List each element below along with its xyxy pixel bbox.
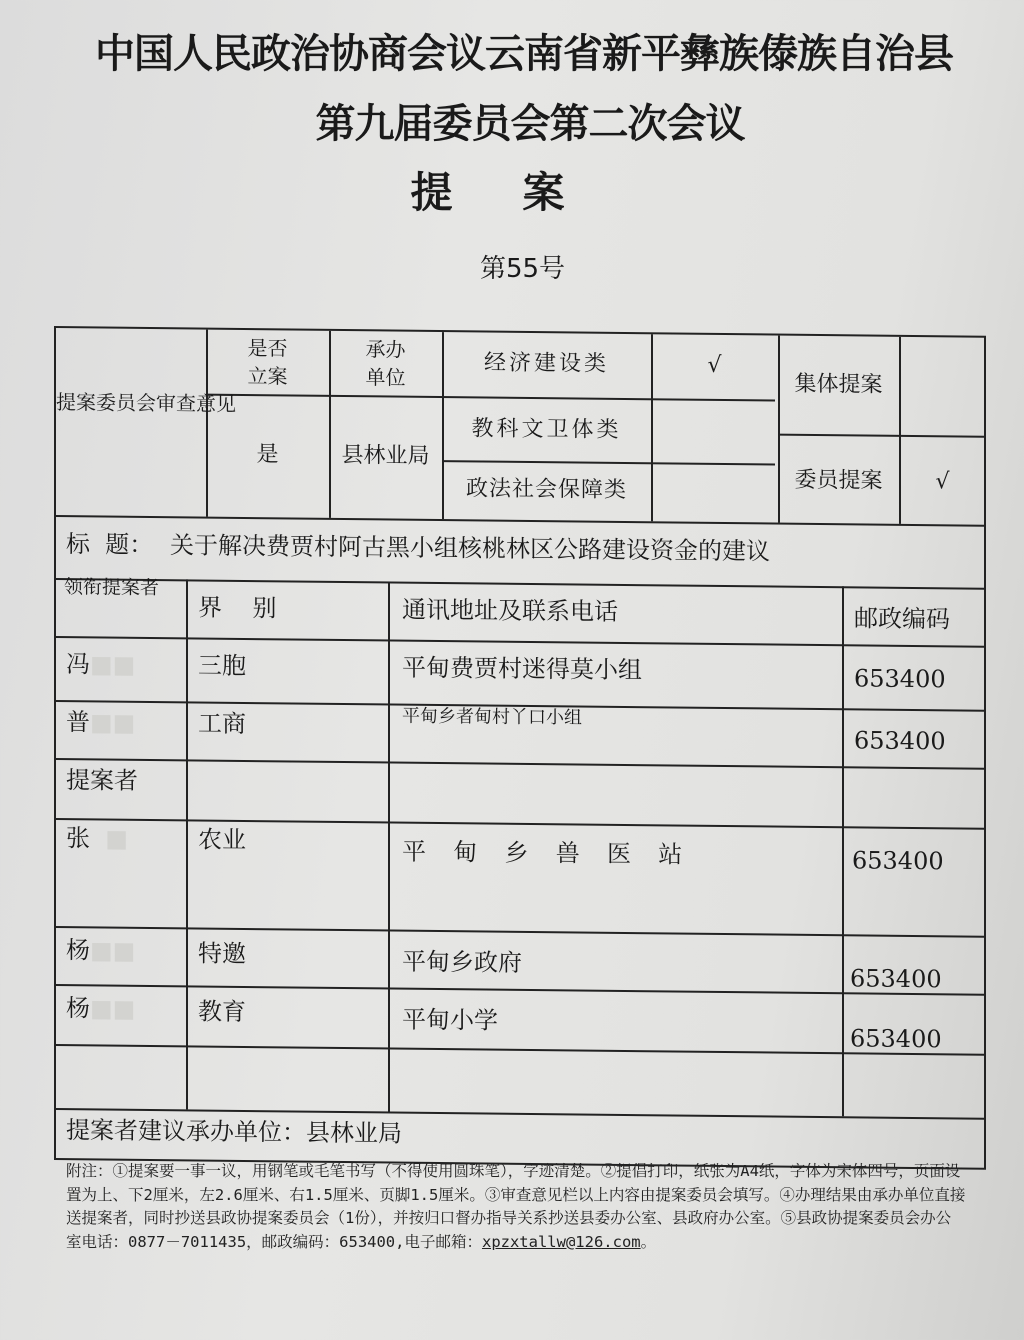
proposer-sector: 工商 (198, 709, 246, 739)
category-economic-check: √ (707, 352, 722, 378)
review-section-label: 提案委员会审查意见 (56, 390, 236, 416)
header-sector: 界 别 (198, 593, 277, 623)
filed-label: 是否立案 (247, 336, 288, 389)
type-member-check: √ (935, 469, 950, 495)
proposer-postcode: 653400 (852, 846, 944, 876)
footnote: 附注：①提案要一事一议，用钢笔或毛笔书写（不得使用圆珠笔），字迹清楚。②提倡打印，纸张为A4纸，字体为宋体四号，页面设置为上、下2厘米，左2.6厘米、右1.5厘米、页脚1.5厘米。③审查意见栏以上内容由提案委员会填写。④办理结果由承办单位直接送提案者，同时抄送县政协提案委员会（1份），并按归口督办指导关系抄送县委办公室、县政府办公室。⑤县政协提案委员会办公室电话：0877－7011435，邮政编码：653400,电子邮箱：xpzxtallw@126.com。 (66, 1162, 966, 1251)
header-lead-proposer: 领衔提案者 (64, 576, 160, 600)
filed-value: 是 (256, 442, 279, 468)
suggested-handler: 提案者建议承办单位：县林业局 (66, 1116, 402, 1148)
proposer-sector: 三胞 (198, 651, 246, 681)
proposer-postcode: 653400 (850, 964, 942, 994)
proposer-sector: 教育 (198, 997, 246, 1027)
co-proposer-label: 提案者 (66, 766, 138, 795)
proposer-postcode: 653400 (854, 664, 946, 694)
category-law: 政法社会保障类 (465, 476, 627, 504)
session-title: 第九届委员会第二次会议 (315, 101, 745, 147)
type-collective-check (899, 371, 986, 372)
proposer-sector: 农业 (198, 825, 246, 855)
handler-value: 县林业局 (341, 443, 430, 469)
proposer-name: 杨■■ (66, 994, 136, 1023)
handler-label: 承办单位 (365, 337, 406, 390)
header-postcode: 邮政编码 (854, 604, 950, 634)
proposer-address: 平甸费贾村迷得莫小组 (402, 653, 642, 685)
proposer-name: 杨■■ (66, 936, 136, 965)
proposer-name: 冯■■ (66, 650, 136, 679)
email-link[interactable]: xpzxtallw@126.com (481, 1232, 641, 1251)
category-education-check (651, 416, 778, 417)
doc-type-title: 提案 (410, 168, 635, 217)
subject-value: 关于解决费贾村阿古黑小组核桃林区公路建设资金的建议 (170, 531, 770, 566)
proposer-postcode: 653400 (850, 1024, 942, 1054)
header-address: 通讯地址及联系电话 (402, 595, 618, 626)
category-economic: 经济建设类 (483, 350, 609, 377)
doc-number: 第55号 (479, 254, 566, 284)
proposer-address: 平甸小学 (402, 1005, 498, 1035)
proposer-address: 平甸乡政府 (402, 947, 522, 977)
proposer-name: 张 ■ (66, 824, 128, 853)
proposer-address: 平 甸 乡 兽 医 站 (402, 837, 687, 869)
org-title: 中国人民政治协商会议云南省新平彝族傣族自治县 (95, 31, 953, 77)
type-collective: 集体提案 (794, 371, 883, 398)
proposer-name: 普■■ (66, 708, 136, 737)
proposal-form (54, 326, 986, 1170)
proposer-postcode: 653400 (854, 726, 946, 756)
category-law-check (651, 476, 778, 477)
category-education: 教科文卫体类 (471, 416, 622, 443)
proposer-sector: 特邀 (198, 939, 246, 969)
proposer-address: 平甸乡者甸村丫口小组 (402, 705, 582, 729)
type-member: 委员提案 (794, 467, 883, 494)
subject-label: 标 题： (66, 530, 154, 560)
